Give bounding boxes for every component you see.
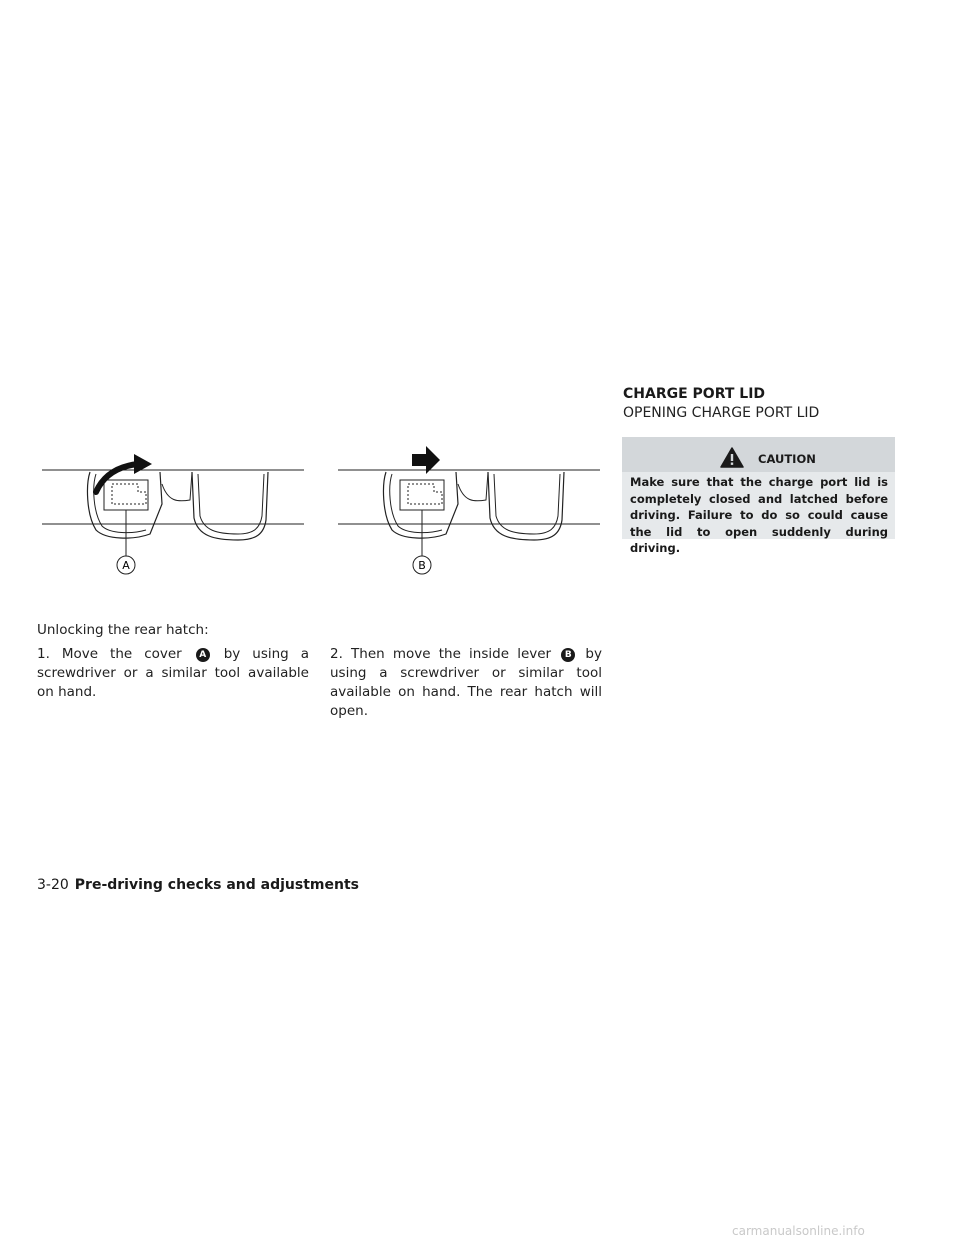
callout-b-label: B (418, 559, 426, 572)
inside-lever-illustration (338, 444, 600, 584)
step-1-before: 1. Move the cover (37, 646, 194, 662)
step-2-after: by using a screwdriver or similar tool available on hand. The rear hatch will open. (330, 646, 602, 719)
section-title: CHARGE PORT LID (623, 386, 766, 402)
step-1-after: by using a screwdriver or a similar tool available on hand. (37, 646, 310, 700)
figure-rear-hatch-cover (42, 444, 304, 584)
watermark: carmanualsonline.info (732, 1224, 865, 1238)
step-2-text (330, 645, 602, 721)
step-2-before: 2. Then move the inside lever (330, 646, 560, 662)
section-subtitle: OPENING CHARGE PORT LID (623, 405, 820, 421)
callout-a-badge: A (196, 648, 210, 662)
caution-box (622, 437, 895, 555)
page-number: 3-20 (37, 877, 69, 893)
step-1-text (37, 645, 309, 702)
callout-a-label: A (122, 559, 130, 572)
warning-icon (720, 447, 744, 468)
caution-label: CAUTION (758, 452, 816, 466)
figure-inside-lever (338, 444, 600, 584)
hatch-cover-illustration (42, 444, 304, 584)
page-footer (37, 877, 359, 893)
caution-text: Make sure that the charge port lid is completely closed and latched before driving. Failure to do so could cause the lid to open suddenly during driving. (630, 475, 888, 555)
figure-caption: Unlocking the rear hatch: (37, 622, 209, 638)
callout-b-badge: B (561, 648, 575, 662)
chapter-title: Pre-driving checks and adjustments (74, 877, 359, 893)
caution-header (622, 437, 895, 472)
